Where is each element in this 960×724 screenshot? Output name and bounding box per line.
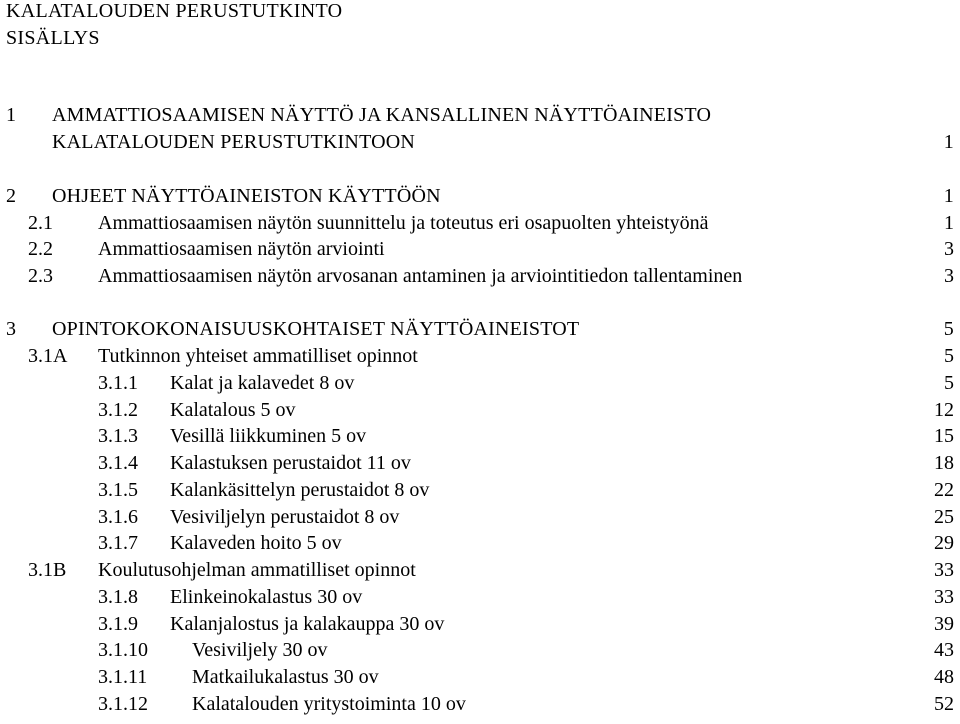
- toc-entry-title: Vesillä liikkuminen 5 ov: [170, 425, 367, 447]
- toc-entry-title: Kalanjalostus ja kalakauppa 30 ov: [170, 613, 445, 635]
- toc-entry-number: 3.1.8: [98, 586, 138, 608]
- toc-entry-number: 2.2: [28, 238, 53, 260]
- toc-entry[interactable]: [0, 318, 960, 346]
- toc-entry-page: 5: [944, 345, 954, 367]
- toc-entry-number: 2.1: [28, 212, 53, 234]
- toc-entry-title: Koulutusohjelman ammatilliset opinnot: [98, 559, 416, 581]
- toc-entry-page: 48: [934, 666, 954, 688]
- toc-entry[interactable]: [0, 532, 960, 560]
- toc-entry-page: 52: [934, 693, 954, 715]
- toc-entry-number: 3.1A: [28, 345, 68, 367]
- toc-entry[interactable]: [0, 559, 960, 587]
- toc-entry-page: 22: [934, 479, 954, 501]
- toc-entry-page: 33: [934, 586, 954, 608]
- toc-entry-page: 18: [934, 452, 954, 474]
- toc-entry[interactable]: [0, 131, 960, 159]
- toc-entry-number: 2: [6, 185, 17, 207]
- toc-entry-title: Ammattiosaamisen näytön suunnittelu ja toteutus eri osapuolten yhteistyönä: [98, 212, 709, 234]
- toc-entry-number: 3.1.9: [98, 613, 138, 635]
- toc-entry[interactable]: [0, 506, 960, 534]
- toc-entry-title: Matkailukalastus 30 ov: [192, 666, 379, 688]
- toc-entry-title: KALATALOUDEN PERUSTUTKINTOON: [52, 131, 416, 153]
- toc-entry-page: 12: [934, 399, 954, 421]
- toc-entry[interactable]: [0, 345, 960, 373]
- toc-entry-number: 3.1.12: [98, 693, 148, 715]
- toc-entry-title: OPINTOKOKONAISUUSKOHTAISET NÄYTTÖAINEISTOT: [52, 318, 580, 340]
- toc-entry[interactable]: [0, 265, 960, 293]
- toc-entry-number: 1: [6, 104, 17, 126]
- toc-entry-title: Ammattiosaamisen näytön arviointi: [98, 238, 385, 260]
- toc-entry-number: 2.3: [28, 265, 53, 287]
- toc-entry-number: 3.1.11: [98, 666, 148, 688]
- toc-entry-number: 3.1.10: [98, 639, 148, 661]
- toc-entry-number: 3.1.7: [98, 532, 138, 554]
- toc-entry-title: OHJEET NÄYTTÖAINEISTON KÄYTTÖÖN: [52, 185, 441, 207]
- toc-entry-page: 29: [934, 532, 954, 554]
- toc-entry-number: 3.1.4: [98, 452, 138, 474]
- toc-entry-page: 5: [944, 372, 954, 394]
- toc-entry-title: Kalatalous 5 ov: [170, 399, 296, 421]
- toc-entry[interactable]: [0, 185, 960, 213]
- toc-entry-title: Kalatalouden yritystoiminta 10 ov: [192, 693, 466, 715]
- toc-entry-page: 43: [934, 639, 954, 661]
- toc-entry[interactable]: [0, 693, 960, 721]
- toc-entry-page: 1: [943, 131, 954, 153]
- toc-entry-page: 33: [934, 559, 954, 581]
- toc-entry-number: 3.1.3: [98, 425, 138, 447]
- toc-entry-title: Kalastuksen perustaidot 11 ov: [170, 452, 411, 474]
- toc-entry-page: 15: [934, 425, 954, 447]
- toc-entry-number: 3.1.6: [98, 506, 138, 528]
- toc-entry-page: 3: [944, 238, 954, 260]
- toc-entry[interactable]: [0, 425, 960, 453]
- toc-entry[interactable]: [0, 104, 960, 132]
- toc-entry[interactable]: [0, 586, 960, 614]
- toc-entry-title: Kalat ja kalavedet 8 ov: [170, 372, 355, 394]
- toc-entry-title: Tutkinnon yhteiset ammatilliset opinnot: [98, 345, 418, 367]
- toc-entry-number: 3.1.2: [98, 399, 138, 421]
- toc-entry-page: 39: [934, 613, 954, 635]
- toc-entry-number: 3.1.5: [98, 479, 138, 501]
- toc-entry-title: Kalankäsittelyn perustaidot 8 ov: [170, 479, 430, 501]
- toc-entry-number: 3.1B: [28, 559, 67, 581]
- toc-entry-title: Vesiviljelyn perustaidot 8 ov: [170, 506, 400, 528]
- toc-entry-number: 3: [6, 318, 17, 340]
- toc-entry-title: Vesiviljely 30 ov: [192, 639, 328, 661]
- toc-entry[interactable]: [0, 666, 960, 694]
- toc-entry[interactable]: [0, 399, 960, 427]
- toc-entry[interactable]: [0, 372, 960, 400]
- toc-entry-page: 1: [943, 185, 954, 207]
- toc-entry[interactable]: [0, 639, 960, 667]
- toc-entry[interactable]: [0, 613, 960, 641]
- toc-entry[interactable]: [0, 212, 960, 240]
- document-title: KALATALOUDEN PERUSTUTKINTO: [6, 0, 343, 22]
- toc-entry[interactable]: [0, 452, 960, 480]
- toc-entry-title: Elinkeinokalastus 30 ov: [170, 586, 363, 608]
- toc-entry-title: AMMATTIOSAAMISEN NÄYTTÖ JA KANSALLINEN NÄYTTÖAINEISTO: [52, 104, 712, 126]
- toc-entry[interactable]: [0, 238, 960, 266]
- toc-heading: SISÄLLYS: [6, 27, 100, 49]
- toc-entry-page: 25: [934, 506, 954, 528]
- toc-entry-page: 5: [943, 318, 954, 340]
- toc-entry-title: Kalaveden hoito 5 ov: [170, 532, 342, 554]
- toc-entry[interactable]: [0, 479, 960, 507]
- toc-entry-number: 3.1.1: [98, 372, 138, 394]
- toc-entry-page: 3: [944, 265, 954, 287]
- toc-entry-title: Ammattiosaamisen näytön arvosanan antaminen ja arviointitiedon tallentaminen: [98, 265, 743, 287]
- toc-entry-page: 1: [944, 212, 954, 234]
